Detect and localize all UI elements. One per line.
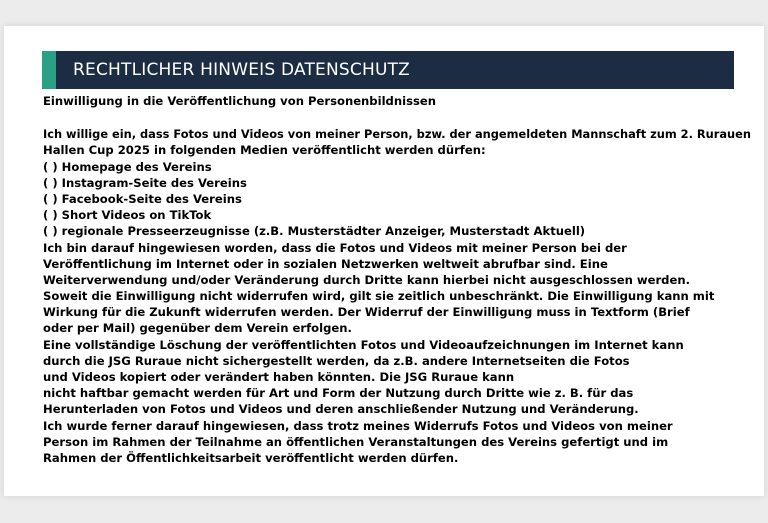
option-press: ( ) regionale Presseerzeugnisse (z.B. Musterstädter Anzeiger, Musterstadt Aktuell) — [43, 224, 586, 239]
header-title: RECHTLICHER HINWEIS DATENSCHUTZ — [73, 60, 411, 80]
body-line: oder per Mail) gegenüber dem Verein erfolgen. — [43, 321, 352, 336]
option-tiktok: ( ) Short Videos on TikTok — [43, 208, 212, 223]
body-line: Wirkung für die Zukunft widerrufen werden. Der Widerruf der Einwilligung muss in Textform (Brief — [43, 305, 690, 320]
intro-line: Hallen Cup 2025 in folgenden Medien veröffentlicht werden dürfen: — [43, 143, 486, 158]
header-accent-bar — [42, 51, 56, 89]
body-line: Ich bin darauf hingewiesen worden, dass die Fotos und Videos mit meiner Person bei der — [43, 240, 627, 255]
body-line: Person im Rahmen der Teilnahme an öffentlichen Veranstaltungen des Vereins gefertigt und im — [43, 434, 669, 449]
option-homepage: ( ) Homepage des Vereins — [43, 159, 212, 174]
body-line: Eine vollständige Löschung der veröffentlichten Fotos und Videoaufzeichnungen im Internet kann — [43, 337, 684, 352]
consent-text — [43, 93, 751, 466]
option-facebook: ( ) Facebook-Seite des Vereins — [43, 191, 242, 206]
body-line: Weiterverwendung und/oder Veränderung durch Dritte kann hierbei nicht ausgeschlossen werden. — [43, 272, 690, 287]
body-line: Ich wurde ferner darauf hingewiesen, dass trotz meines Widerrufs Fotos und Videos von meiner — [43, 418, 673, 433]
body-line: Rahmen der Öffentlichkeitsarbeit veröffentlicht werden dürfen. — [43, 450, 459, 465]
intro-line: Ich willige ein, dass Fotos und Videos von meiner Person, bzw. der angemeldeten Mannschaft zum 2. Rurauen — [43, 127, 751, 142]
body-line: und Videos kopiert oder verändert haben könnten. Die JSG Ruraue kann — [43, 370, 515, 384]
body-line: Herunterladen von Fotos und Videos und deren anschließender Nutzung und Veränderung. — [43, 402, 639, 417]
section-header — [42, 51, 734, 89]
body-line: Soweit die Einwilligung nicht widerrufen wird, gilt sie zeitlich unbeschränkt. Die Einwilligung kann mit — [43, 289, 715, 304]
blank-line — [43, 109, 748, 126]
consent-heading: Einwilligung in die Veröffentlichung von Personenbildnissen — [43, 94, 437, 108]
body-line: nicht haftbar gemacht werden für Art und Form der Nutzung durch Dritte wie z. B. für das — [43, 386, 634, 401]
body-line: durch die JSG Ruraue nicht sichergestellt werden, da z.B. andere Internetseiten die Fotos — [43, 353, 630, 368]
option-instagram: ( ) Instagram-Seite des Vereins — [43, 175, 247, 190]
body-line: Veröffentlichung im Internet oder in sozialen Netzwerken weltweit abrufbar sind. Eine — [43, 256, 608, 271]
